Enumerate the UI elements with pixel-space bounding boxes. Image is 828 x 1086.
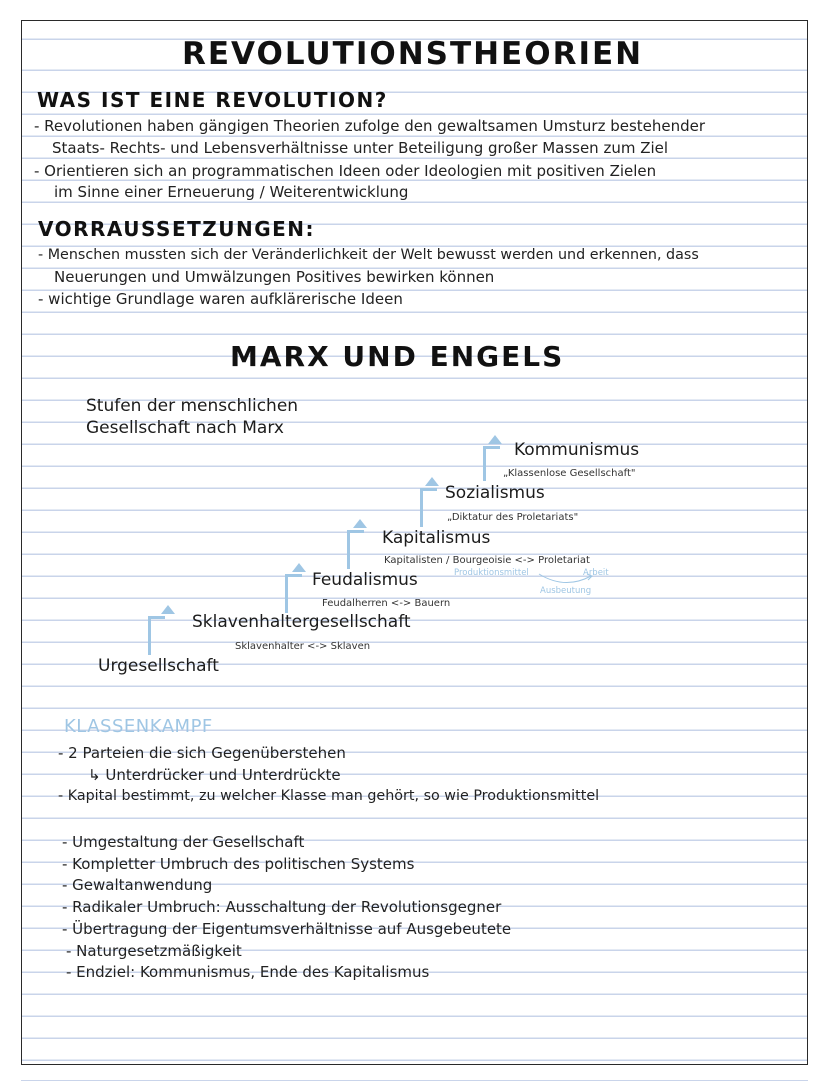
page-bottom-rule <box>21 1080 808 1081</box>
section-heading-klassenkampf: KLASSENKAMPF <box>64 716 213 737</box>
revolution-line-3: - Orientieren sich an programmatischen Ideen oder Ideologien mit positiven Zielen <box>34 162 657 180</box>
stage-kapitalismus: Kapitalismus <box>382 528 491 548</box>
stage-kommunismus-note: „Klassenlose Gesellschaft" <box>503 468 636 479</box>
klassenkampf-list-5: - Übertragung der Eigentumsverhältnisse auf Ausgebeutete <box>62 920 512 938</box>
up-arrow-icon <box>488 435 502 444</box>
voraussetzungen-line-1: - Menschen mussten sich der Veränderlichkeit der Welt bewusst werden und erkennen, dass <box>38 247 699 263</box>
up-arrow-icon <box>161 605 175 614</box>
stage-feudalismus-note: Feudalherren <-> Bauern <box>322 598 451 609</box>
klassenkampf-list-6: - Naturgesetzmäßigkeit <box>66 942 242 960</box>
marx-intro-line-2: Gesellschaft nach Marx <box>86 418 284 438</box>
stage-sklavenhalter: Sklavenhaltergesellschaft <box>192 612 411 632</box>
stair-step-4 <box>420 488 437 527</box>
stage-kapitalismus-note: Kapitalisten / Bourgeoisie <-> Proletariat <box>384 555 590 566</box>
stair-step-1 <box>148 616 165 655</box>
kapitalismus-sub-right: Arbeit <box>583 568 609 578</box>
exploitation-arrow-icon <box>535 572 597 588</box>
page-title: REVOLUTIONSTHEORIEN <box>182 36 644 72</box>
stage-sozialismus-note: „Diktatur des Proletariats" <box>447 512 579 523</box>
voraussetzungen-line-3: - wichtige Grundlage waren aufklärerische Ideen <box>38 290 403 308</box>
kapitalismus-sub-left: Produktionsmittel <box>454 568 529 578</box>
klassenkampf-line-2: ↳ Unterdrücker und Unterdrückte <box>88 766 341 784</box>
marx-intro-line-1: Stufen der menschlichen <box>86 396 299 416</box>
up-arrow-icon <box>292 563 306 572</box>
revolution-line-4: im Sinne einer Erneuerung / Weiterentwicklung <box>54 183 409 201</box>
section-heading-voraussetzungen: VORRAUSSETZUNGEN: <box>38 217 316 241</box>
section-heading-marx: MARX UND ENGELS <box>230 340 565 373</box>
stage-sklavenhalter-note: Sklavenhalter <-> Sklaven <box>235 641 371 652</box>
klassenkampf-line-1: - 2 Parteien die sich Gegenüberstehen <box>58 744 346 762</box>
revolution-line-1: - Revolutionen haben gängigen Theorien zufolge den gewaltsamen Umsturz bestehender <box>34 117 706 135</box>
stage-sozialismus: Sozialismus <box>445 483 545 503</box>
stair-step-3 <box>347 530 364 569</box>
stair-step-5 <box>483 446 500 481</box>
revolution-line-2: Staats- Rechts- und Lebensverhältnisse unter Beteiligung großer Massen zum Ziel <box>52 139 669 157</box>
klassenkampf-list-2: - Kompletter Umbruch des politischen Systems <box>62 855 415 873</box>
stage-urgesellschaft: Urgesellschaft <box>98 656 219 676</box>
klassenkampf-list-1: - Umgestaltung der Gesellschaft <box>62 833 305 851</box>
klassenkampf-list-3: - Gewaltanwendung <box>62 876 213 894</box>
stage-kommunismus: Kommunismus <box>514 440 640 460</box>
section-heading-revolution: WAS IST EINE REVOLUTION? <box>37 88 388 112</box>
stair-step-2 <box>285 574 302 613</box>
klassenkampf-list-7: - Endziel: Kommunismus, Ende des Kapitalismus <box>66 963 430 981</box>
klassenkampf-list-4: - Radikaler Umbruch: Ausschaltung der Revolutionsgegner <box>62 898 502 916</box>
klassenkampf-line-3: - Kapital bestimmt, zu welcher Klasse man gehört, so wie Produktionsmittel <box>58 788 600 804</box>
up-arrow-icon <box>425 477 439 486</box>
kapitalismus-sub-bottom: Ausbeutung <box>540 586 592 596</box>
voraussetzungen-line-2: Neuerungen und Umwälzungen Positives bewirken können <box>54 268 495 286</box>
up-arrow-icon <box>353 519 367 528</box>
stage-feudalismus: Feudalismus <box>312 570 418 590</box>
